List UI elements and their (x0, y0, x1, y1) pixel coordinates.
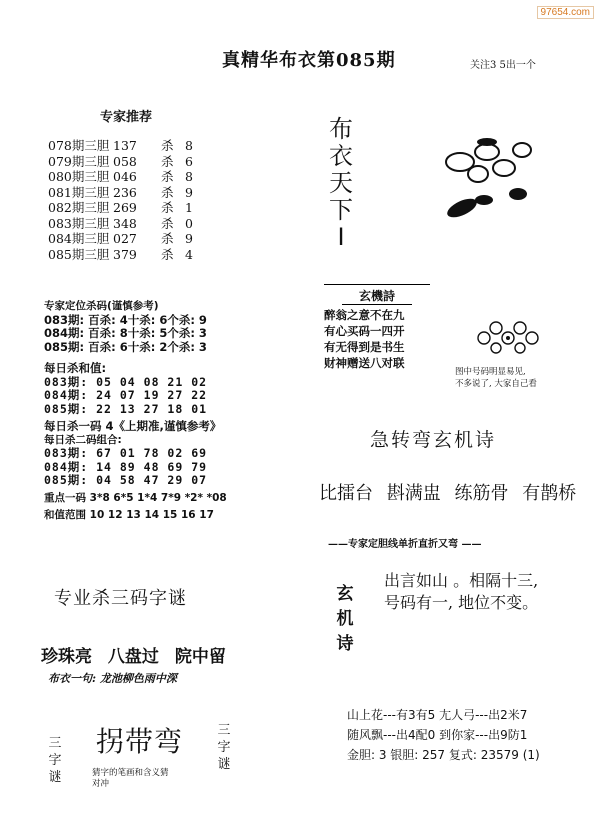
poem-line: 财神赠送八对联 (324, 356, 405, 370)
bottom-hints (347, 705, 540, 765)
kill-label: 杀 (161, 246, 174, 262)
nums: 137 (113, 138, 137, 153)
nums: 027 (113, 231, 137, 246)
hint-line: 山上花---有3有5 尢人弓---出2米7 (347, 708, 528, 722)
expert-list (48, 138, 193, 262)
pos-row: 084期: 百杀: 8十杀: 5个杀: 3 (44, 326, 207, 340)
zimi-line (41, 642, 236, 667)
four-phrases (319, 479, 584, 505)
expert-row (48, 169, 193, 185)
sum-row: 083期: 05 04 08 21 02 (44, 374, 208, 389)
nums: 046 (113, 169, 137, 184)
nums: 058 (113, 153, 137, 169)
xuanji-vertical-label (334, 582, 356, 657)
nums: 236 (113, 184, 137, 200)
vertical-char: 下 (329, 196, 353, 224)
riddle-main: 拐带弯 (96, 725, 184, 758)
vertical-char: 衣 (329, 142, 353, 170)
poem-line: 出言如山 。相隔十三, (384, 571, 539, 590)
xuanji-heading: 玄機詩 (342, 287, 412, 305)
phrase: 比擂台 (319, 483, 373, 504)
nums: 269 (113, 200, 137, 215)
kill-code-block (44, 300, 227, 523)
expert-row (48, 216, 193, 232)
poem-line: 醉翁之意不在九 (324, 308, 405, 322)
sum-range-row: 和值范围 10 12 13 14 15 16 17 (44, 509, 214, 521)
kill-label: 杀 (161, 231, 174, 246)
sum-heading: 每日杀和值: (44, 361, 107, 375)
hint-line: 金胆: 3 银胆: 257 复式: 23579 (1) (347, 748, 540, 762)
period: 085期三胆 (48, 246, 110, 262)
pos-heading: 专家定位杀码(谨慎参考) (44, 300, 159, 312)
period: 084期三胆 (48, 231, 110, 246)
sum-row: 084期: 24 07 19 27 22 (44, 388, 208, 402)
kill1-heading: 每日杀一码 4《上期准,谨慎参考》 (44, 419, 222, 433)
expert-heading: 专家推荐 (100, 110, 153, 125)
nums: 348 (113, 215, 137, 231)
focus-row: 重点一码 3*8 6*5 1*4 7*9 *2* *08 (44, 491, 227, 504)
sum-row: 085期: 22 13 27 18 01 (44, 401, 208, 416)
phrase: 斟满盅 (386, 483, 441, 504)
kill2-heading: 每日杀二码组合: (44, 433, 122, 446)
kill-num: 8 (185, 138, 193, 153)
site-watermark: 97654.com (537, 6, 594, 19)
vertical-title (324, 116, 358, 251)
period: 082期三胆 (48, 200, 110, 215)
kill-label: 杀 (161, 200, 174, 215)
zimi-item: 八盘过 (107, 647, 159, 667)
period: 083期三胆 (48, 215, 110, 231)
vertical-char: 机 (336, 609, 354, 629)
phrase: 有鹊桥 (522, 483, 577, 504)
zimi-item: 珍珠亮 (41, 647, 92, 667)
kill-num: 4 (185, 246, 193, 262)
kill-label: 杀 (161, 138, 174, 153)
period: 081期三胆 (48, 184, 110, 200)
vertical-char: 天 (329, 169, 353, 197)
vertical-char: 布 (329, 115, 353, 143)
zimi-item: 院中留 (174, 647, 226, 667)
kill-num: 1 (185, 200, 193, 215)
sanzi-label-right: 三字谜 (217, 723, 231, 772)
xuanji-poem-box (324, 284, 430, 371)
nums: 379 (113, 246, 137, 262)
top-note: 关注3 5出一个 (470, 60, 536, 71)
kill-num: 9 (185, 184, 193, 200)
kill2-row: 085期: 04 58 47 29 07 (44, 473, 208, 487)
zimi-title: 专业杀三码字谜 (54, 588, 187, 609)
ink-figure-image (432, 122, 552, 224)
caption-line: 不多说了, 大家自己看 (455, 379, 537, 389)
expert-row (48, 154, 193, 170)
poem-two (384, 570, 538, 614)
riddle-hint-line: 对冲 (92, 779, 110, 789)
kill2-row: 083期: 67 01 78 02 69 (44, 446, 208, 460)
poem-line: 有心买码一四开 (324, 324, 405, 338)
kill-num: 6 (185, 153, 193, 169)
kill-label: 杀 (161, 153, 174, 169)
jizhuan-title: 急转弯玄机诗 (370, 429, 497, 451)
page-title: 真精华布衣第085期 (222, 50, 396, 71)
kill-label: 杀 (161, 184, 174, 200)
period: 079期三胆 (48, 153, 110, 169)
pos-row: 085期: 百杀: 6十杀: 2个杀: 3 (44, 339, 207, 354)
xuanji-poem (324, 307, 430, 371)
caption-line: 图中号码明显易见, (455, 367, 526, 377)
phrase: 练筋骨 (454, 483, 509, 504)
period: 080期三胆 (48, 169, 110, 184)
kill-num: 9 (185, 231, 193, 246)
kill2-row: 084期: 14 89 48 69 79 (44, 459, 208, 474)
kill-num: 8 (185, 169, 193, 184)
kill-num: 0 (185, 215, 193, 231)
poem-line: 号码有一, 地位不变。 (384, 593, 539, 612)
vertical-char: 诗 (336, 634, 354, 654)
period: 078期三胆 (48, 138, 110, 153)
number-cluster-image (470, 316, 550, 356)
expert-row (48, 200, 193, 216)
poem-line: 有无得到是书生 (324, 340, 405, 354)
vertical-char: I (337, 223, 345, 251)
expert-row (48, 138, 193, 154)
vertical-char: 玄 (336, 584, 354, 604)
kill-label: 杀 (161, 215, 174, 231)
kill-label: 杀 (161, 169, 174, 184)
riddle-hint (92, 768, 169, 790)
expert-line: ——专家定胆线单折直折又弯 —— (328, 539, 482, 550)
image-caption (455, 366, 537, 390)
sanzi-label-left: 三字谜 (48, 736, 62, 785)
expert-row (48, 231, 193, 247)
expert-row (48, 247, 193, 263)
riddle-hint-line: 猜字的笔画和含义猜 (92, 768, 169, 778)
buyi-line: 布衣一句: 龙池柳色雨中深 (48, 672, 177, 685)
expert-row (48, 185, 193, 201)
hint-line: 随风飘---出4配0 到你家---出9防1 (347, 728, 528, 742)
pos-row: 083期: 百杀: 4十杀: 6个杀: 9 (44, 312, 207, 327)
